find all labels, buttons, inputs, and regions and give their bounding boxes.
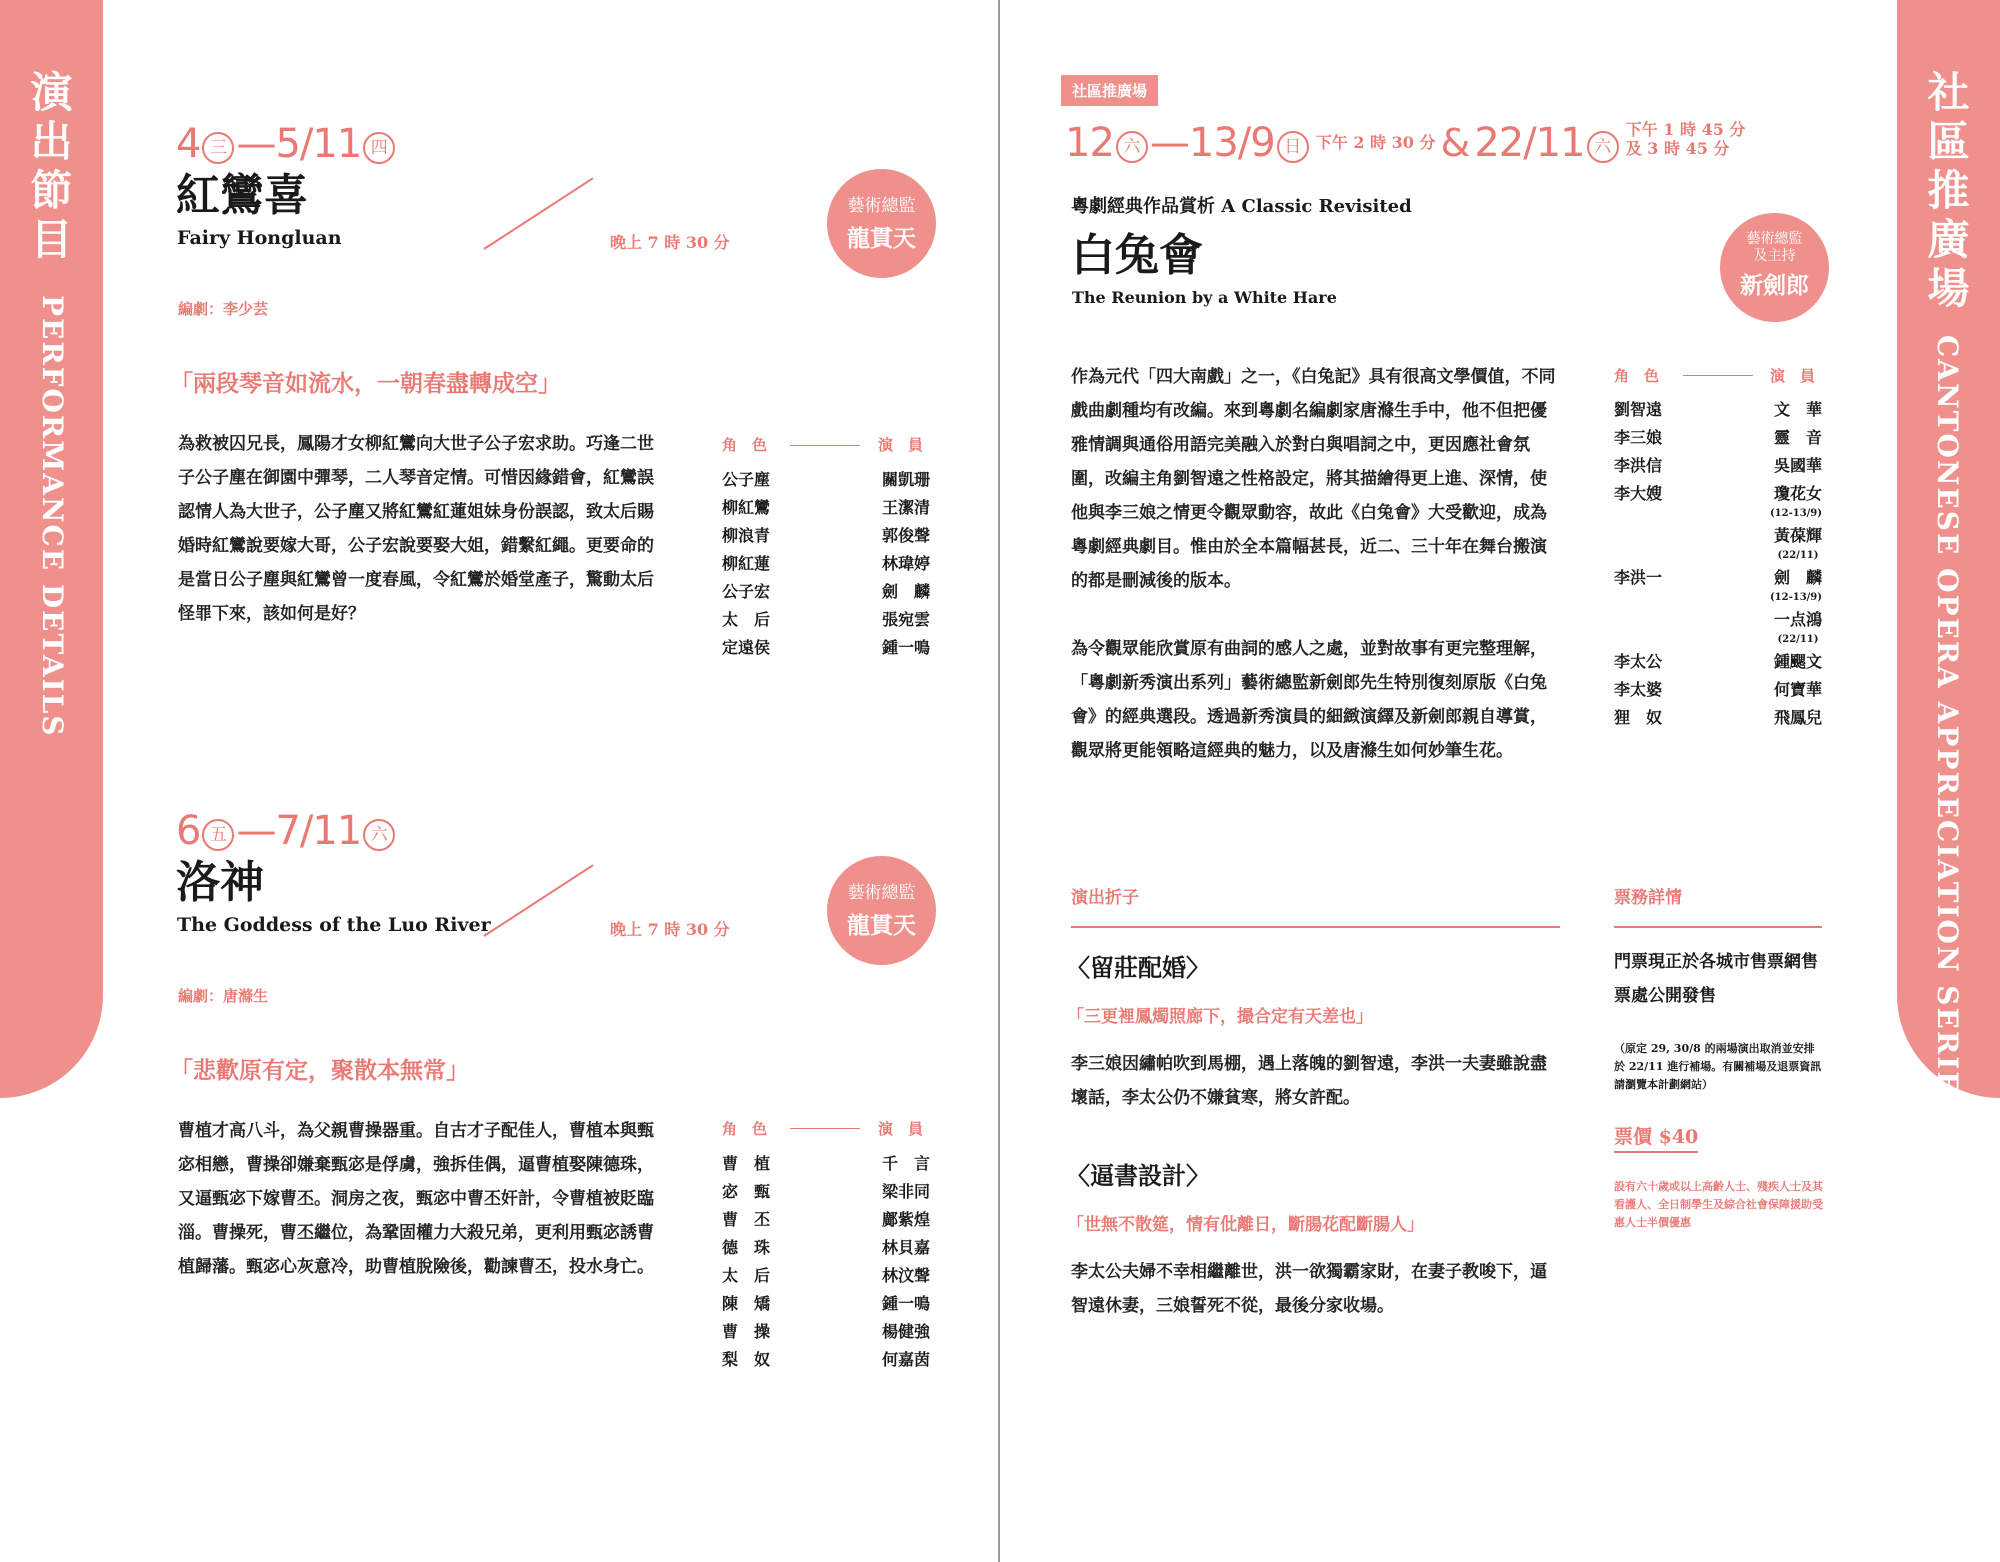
show1-day-start: 三 [202, 132, 234, 164]
cast-actor: 吳國華 [1773, 456, 1822, 475]
show1-cast-role-head: 角 色 [722, 436, 768, 454]
cast-actor: 關凱珊 [881, 470, 930, 489]
left-tab-subtitle: PERFORMANCE DETAILS [36, 295, 69, 738]
cast-actor: 瓊花女 (12-13/9) [1769, 484, 1822, 519]
cast-role: 李洪信 [1614, 456, 1663, 475]
cast-role: 公子塵 [722, 470, 771, 489]
show3-synopsis [1071, 360, 1563, 768]
cast-row [722, 466, 930, 494]
cast-row [1614, 424, 1822, 452]
right-section-tab [1897, 0, 2000, 1117]
cast-row [1614, 396, 1822, 424]
show1-title-en: Fairy Hongluan [177, 227, 342, 249]
cast-row [722, 1290, 930, 1318]
show2-time: 晚上 7 時 30 分 [610, 920, 730, 939]
cast-note: (12-13/9) [1769, 508, 1822, 519]
show3-time2b: 及 3 時 45 分 [1625, 139, 1730, 158]
cast-role: 太 后 [722, 1266, 771, 1285]
cast-row [722, 1150, 930, 1178]
cast-actor: 郭俊聲 [881, 526, 930, 545]
ticket-note: （原定 29, 30/8 的兩場演出取消並安排於 22/11 進行補場。有關補場及退票資訊請瀏覽本計劃網站） [1614, 1042, 1822, 1091]
cast-actor: 鍾一鳴 [881, 1294, 930, 1313]
show1-cast-actor-head: 演 員 [878, 436, 924, 454]
ticket-heading: 票務詳情 [1614, 888, 1682, 908]
show2-cast-line [790, 1128, 860, 1129]
cast-row [722, 522, 930, 550]
show2-cast-role-head: 角 色 [722, 1120, 768, 1138]
cast-role: 狸 奴 [1614, 708, 1663, 727]
show2-title: 洛神 [176, 857, 264, 908]
cast-row [1614, 648, 1822, 676]
cast-note: (22/11) [1777, 550, 1819, 561]
show2-day-start: 五 [202, 819, 234, 851]
show3-paragraph-2: 為令觀眾能欣賞原有曲詞的感人之處，並對故事有更完整理解，「粵劇新秀演出系列」藝術總監新劍郎先生特別復刻原版《白兔會》的經典選段。透過新秀演員的細緻演繹及新劍郎親自導賞，觀眾將更能領略這經典的魅力，以及唐滌生如何妙筆生花。 [1071, 639, 1547, 761]
excerpt2-body: 李太公夫婦不幸相繼離世，洪一欲獨霸家財，在妻子教唆下，逼智遠休妻，三娘誓死不從，最後分家收場。 [1071, 1262, 1547, 1316]
show2-director-label: 藝術總監 [847, 883, 916, 903]
cast-actor: 林汶聲 [881, 1266, 930, 1285]
cast-role: 宓 甄 [722, 1182, 771, 1201]
show1-director-name: 龍貫天 [847, 225, 916, 252]
cast-role: 李三娘 [1614, 428, 1663, 447]
show3-day1: 六 [1116, 131, 1148, 163]
cast-actor: 靈 音 [1773, 428, 1822, 447]
cast-role: 陳 矯 [722, 1294, 771, 1313]
show2-date: 6 五 —7/11 六 [176, 809, 397, 853]
cast-role: 梨 奴 [722, 1350, 771, 1369]
cast-row [1614, 564, 1822, 604]
show2-cast-actor-head: 演 員 [878, 1120, 924, 1138]
cast-actor: 鍾颸文 [1773, 652, 1822, 671]
cast-actor: 千 言 [881, 1154, 930, 1173]
cast-row [722, 494, 930, 522]
cast-row [722, 550, 930, 578]
show2-quote: 「悲歡原有定，聚散本無常」 [170, 1057, 469, 1084]
cast-role: 柳紅蓮 [722, 554, 771, 573]
excerpt2-quote: 「世無不散筵，情有仳離日，斷腸花配斷腸人」 [1067, 1215, 1424, 1235]
cast-row [1614, 480, 1822, 520]
cast-role: 劉智遠 [1614, 400, 1663, 419]
cast-actor: 文 華 [1773, 400, 1822, 419]
cast-row [722, 1206, 930, 1234]
cast-row [1614, 704, 1822, 732]
show2-title-en: The Goddess of the Luo River [177, 914, 491, 936]
cast-row [722, 634, 930, 662]
ticket-rule [1614, 926, 1822, 928]
cast-role: 曹 操 [722, 1322, 771, 1341]
cast-row [1614, 676, 1822, 704]
cast-note: (22/11) [1777, 634, 1819, 645]
show2-director-badge [827, 856, 936, 965]
cast-actor: 張宛雲 [881, 610, 930, 629]
ticket-body: 門票現正於各城市售票網售票處公開發售 [1614, 952, 1818, 1006]
page-spine [998, 0, 1000, 1562]
cast-row [1614, 606, 1822, 646]
cast-actor: 王潔清 [881, 498, 930, 517]
show1-title: 紅鸞喜 [176, 170, 308, 221]
cast-actor: 梁非同 [881, 1182, 930, 1201]
show1-date: 4 三 —5/11 四 [176, 122, 397, 166]
ticket-price-wrap [1614, 1122, 1698, 1153]
cast-role: 柳浪青 [722, 526, 771, 545]
excerpt1-body: 李三娘因繡帕吹到馬棚，遇上落魄的劉智遠，李洪一夫妻雖說盡壞話，李太公仍不嫌貧寒，將女許配。 [1071, 1054, 1547, 1108]
show3-title-en: The Reunion by a White Hare [1072, 288, 1337, 307]
right-tab-title: 社 區 推 廣 場 [1927, 68, 1970, 313]
left-section-tab [0, 0, 103, 1098]
left-tab-title: 演 出 節 目 [30, 68, 73, 264]
cast-actor: 飛鳳兒 [1773, 708, 1822, 727]
show3-cast-line [1683, 375, 1753, 376]
show2-divider [483, 864, 593, 936]
show3-director-l1: 藝術總監 [1746, 231, 1803, 247]
cast-row [722, 1318, 930, 1346]
show3-cast-actor-head: 演 員 [1770, 367, 1816, 385]
cast-role: 公子宏 [722, 582, 771, 601]
cast-row [722, 1346, 930, 1374]
cast-row [722, 1234, 930, 1262]
show3-paragraph-1: 作為元代「四大南戲」之一，《白兔記》具有很高文學價值，不同戲曲劇種均有改編。來到粵劇名編劇家唐滌生手中，他不但把優雅情調與通俗用語完美融入於對白與唱詞之中，更因應社會氛圍，改編主角劉智遠之性格設定，將其描繪得更上進、深情，使他與李三娘之情更令觀眾動容，故此《白兔會》大受歡迎，成為粵劇經典劇目。惟由於全本篇幅甚長，近二、三十年在舞台搬演的都是刪減後的版本。 [1071, 367, 1556, 591]
cast-role: 曹 植 [722, 1154, 771, 1173]
show2-director-name: 龍貫天 [847, 912, 916, 939]
show1-director-label: 藝術總監 [847, 196, 916, 216]
show1-divider [483, 177, 593, 249]
excerpts-rule [1071, 926, 1560, 928]
show2-synopsis: 曹植才高八斗，為父親曹操器重。自古才子配佳人，曹植本與甄宓相戀，曹操卻嫌棄甄宓是俘虜，強拆佳偶，逼曹植娶陳德珠，又逼甄宓下嫁曹丕。洞房之夜，甄宓中曹丕奸計，令曹植被貶臨淄。曹操死，曹丕繼位，為鞏固權力大殺兄弟，更利用甄宓誘曹植歸藩。甄宓心灰意冷，助曹植脫險後，勸諫曹丕，投水身亡。 [178, 1121, 654, 1277]
show3-day2: 日 [1277, 131, 1309, 163]
cast-actor: 何寶華 [1773, 680, 1822, 699]
show3-title: 白兔會 [1071, 230, 1203, 281]
ticket-price: 票價 $40 [1614, 1122, 1698, 1153]
cast-actor: 鄺紫煌 [881, 1210, 930, 1229]
cast-actor: 劍 麟 (12-13/9) [1769, 568, 1822, 603]
cast-role: 曹 丕 [722, 1210, 771, 1229]
excerpt2-title: 〈逼書設計〉 [1066, 1161, 1210, 1190]
show3-date-row: 12 六 —13/9 日 下午 2 時 30 分 & 22/11 六 下午 1 時 45 分 及 3 時 45 分 [1065, 120, 1746, 166]
cast-actor: 林貝嘉 [881, 1238, 930, 1257]
show1-time: 晚上 7 時 30 分 [610, 233, 730, 252]
excerpt1-title: 〈留莊配婚〉 [1066, 953, 1210, 982]
show2-day-end: 六 [363, 819, 395, 851]
show3-director-name: 新劍郎 [1740, 272, 1809, 299]
show1-writer: 編劇：李少芸 [178, 300, 269, 318]
show1-quote: 「兩段琴音如流水，一朝春盡轉成空」 [170, 370, 561, 397]
show3-cast-role-head: 角 色 [1614, 367, 1660, 385]
show1-cast-line [790, 445, 860, 446]
show1-director-badge [827, 169, 936, 278]
cast-role: 李大嫂 [1614, 484, 1663, 503]
show3-day3: 六 [1587, 131, 1619, 163]
cast-actor: 黃葆輝 (22/11) [1773, 526, 1822, 561]
cast-row [722, 606, 930, 634]
right-tab-subtitle: CANTONESE OPERA APPRECIATION SERIES [1931, 335, 1964, 1117]
cast-note: (12-13/9) [1769, 592, 1822, 603]
community-tag: 社區推廣場 [1061, 75, 1158, 106]
excerpts-heading: 演出折子 [1071, 888, 1139, 908]
cast-role: 定遠侯 [722, 638, 771, 657]
show1-synopsis: 為救被囚兄長，鳳陽才女柳紅鸞向大世子公子宏求助。巧逢二世子公子塵在御園中彈琴，二人琴音定情。可惜因緣錯會，紅鸞誤認情人為大世子，公子塵又將紅鸞紅蓮姐妹身份誤認，致太后賜婚時紅鸞說要嫁大哥，公子宏說要娶大姐，錯繫紅繩。更要命的是當日公子塵與紅鸞曾一度春風，令紅鸞於婚堂產子，驚動太后怪罪下來，該如何是好？ [178, 434, 654, 624]
show3-director-badge [1720, 213, 1829, 322]
show3-time1: 下午 2 時 30 分 [1315, 133, 1436, 152]
cast-role: 太 后 [722, 610, 771, 629]
cast-role: 李太婆 [1614, 680, 1663, 699]
ticket-discount: 設有六十歲或以上高齡人士、殘疾人士及其看護人、全日制學生及綜合社會保障援助受惠人士半價優惠 [1614, 1180, 1823, 1229]
show3-time2a: 下午 1 時 45 分 [1625, 120, 1746, 139]
cast-row [722, 578, 930, 606]
show3-director-l2: 及主持 [1753, 248, 1796, 264]
cast-role: 李太公 [1614, 652, 1663, 671]
cast-row [722, 1262, 930, 1290]
show2-writer: 編劇：唐滌生 [178, 987, 269, 1005]
cast-row [722, 1178, 930, 1206]
cast-actor: 一点鴻 (22/11) [1773, 610, 1822, 645]
cast-actor: 楊健強 [881, 1322, 930, 1341]
show1-day-end: 四 [363, 132, 395, 164]
cast-actor: 鍾一鳴 [881, 638, 930, 657]
cast-role: 德 珠 [722, 1238, 771, 1257]
cast-role: 李洪一 [1614, 568, 1663, 587]
show3-subtitle: 粵劇經典作品賞析 A Classic Revisited [1071, 196, 1412, 217]
cast-row [1614, 522, 1822, 562]
excerpt1-quote: 「三更裡鳳燭照廊下，撮合定有天差也」 [1067, 1007, 1373, 1027]
cast-actor: 何嘉茵 [881, 1350, 930, 1369]
cast-actor: 劍 麟 [881, 582, 930, 601]
cast-actor: 林瑋婷 [881, 554, 930, 573]
cast-row [1614, 452, 1822, 480]
cast-role: 柳紅鸞 [722, 498, 771, 517]
